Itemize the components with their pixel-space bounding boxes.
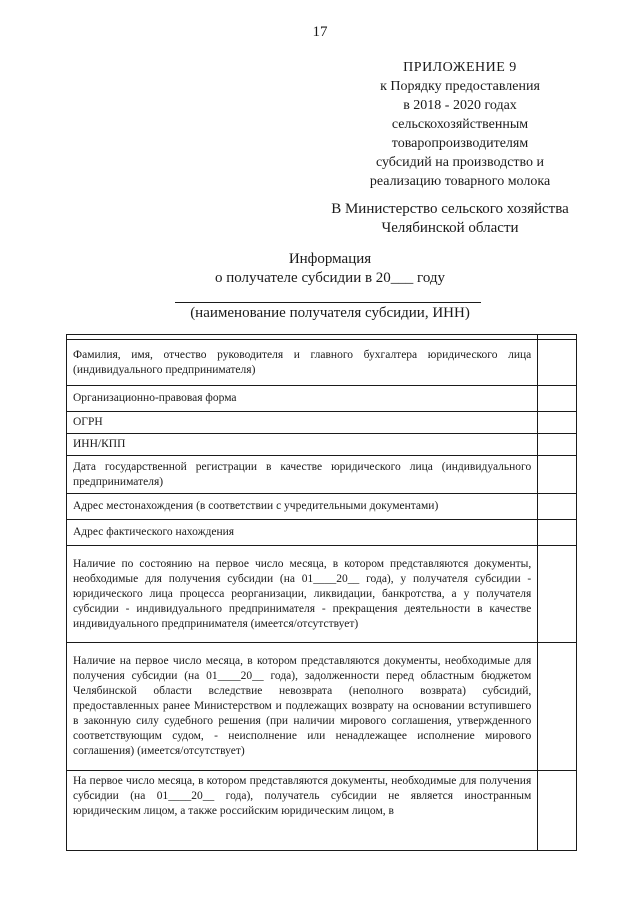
row-label: Адрес фактического нахождения (67, 520, 538, 546)
appendix-line: к Порядку предоставления (380, 79, 540, 94)
row-value-cell[interactable] (538, 412, 577, 434)
page-number: 17 (312, 24, 328, 40)
row-value-cell[interactable] (538, 434, 577, 456)
row-value-cell[interactable] (538, 340, 577, 386)
appendix-line: субсидий на производство и (375, 155, 545, 170)
row-value-cell[interactable] (538, 456, 577, 494)
addressee (300, 200, 600, 238)
table-row (67, 494, 577, 520)
document-title (150, 250, 510, 288)
row-value-cell[interactable] (538, 386, 577, 412)
row-label: ИНН/КПП (67, 434, 538, 456)
table-row (67, 386, 577, 412)
table-row (67, 520, 577, 546)
appendix-heading: ПРИЛОЖЕНИЕ 9 (403, 60, 517, 75)
recipient-name-underline (175, 302, 481, 303)
row-value-cell[interactable] (538, 546, 577, 643)
table-row (67, 643, 577, 771)
appendix-header (360, 58, 560, 191)
recipient-name-caption: (наименование получателя субсидии, ИНН) (190, 305, 470, 321)
row-value-cell[interactable] (538, 494, 577, 520)
row-label: Наличие по состоянию на первое число месяца, в котором представляются документы, необходимые для получения субсидии (на 01____20__ года), у получателя субсидии - юридического лица процесса реорганизации, ликвидации, банкротства, а у получателя субсидии - индивидуального предпринимателя - прекращения деятельности в качестве индивидуального предпринимателя (имеется/отсутствует) (67, 546, 538, 643)
addressee-line: Челябинской области (381, 220, 519, 236)
table-row (67, 546, 577, 643)
row-label: Фамилия, имя, отчество руководителя и главного бухгалтера юридического лица (индивидуального предпринимателя) (67, 340, 538, 386)
row-label: Дата государственной регистрации в качестве юридического лица (индивидуального предпринимателя) (67, 456, 538, 494)
addressee-line: В Министерство сельского хозяйства (331, 201, 569, 217)
row-label: Адрес местонахождения (в соответствии с учредительными документами) (67, 494, 538, 520)
table-row (67, 771, 577, 851)
table-row (67, 456, 577, 494)
appendix-line: товаропроизводителям (391, 136, 529, 151)
row-label: На первое число месяца, в котором представляются документы, необходимые для получения субсидии (на 01____20__ года), получатель субсидии не является иностранным юридическим лицом, а также российским юридическим лицом, в (67, 771, 538, 851)
row-label: ОГРН (67, 412, 538, 434)
title-line: Информация (288, 251, 372, 267)
appendix-line: в 2018 - 2020 годах (403, 98, 517, 113)
table-row (67, 412, 577, 434)
title-line: о получателе субсидии в 20___ году (214, 270, 446, 286)
appendix-line: реализацию товарного молока (369, 174, 551, 189)
appendix-line: сельскохозяйственным (391, 117, 529, 132)
recipient-info-table (66, 334, 577, 851)
table-row (67, 340, 577, 386)
row-label: Наличие на первое число месяца, в котором представляются документы, необходимые для получения субсидии (на 01____20__ года), задолженности перед областным бюджетом Челябинской области вследствие невозврата (неполного возврата) субсидий, предоставленных ранее Министерством и подлежащих возврату на основании вступившего в законную силу судебного решения (при наличии мирового соглашения, утвержденного соответствующим судом, - неисполнение или ненадлежащее исполнение мирового соглашения) (имеется/отсутствует) (67, 643, 538, 771)
row-value-cell[interactable] (538, 520, 577, 546)
recipient-info-table-wrap (66, 334, 577, 905)
row-label: Организационно-правовая форма (67, 386, 538, 412)
table-row (67, 434, 577, 456)
row-value-cell[interactable] (538, 771, 577, 851)
row-value-cell[interactable] (538, 643, 577, 771)
